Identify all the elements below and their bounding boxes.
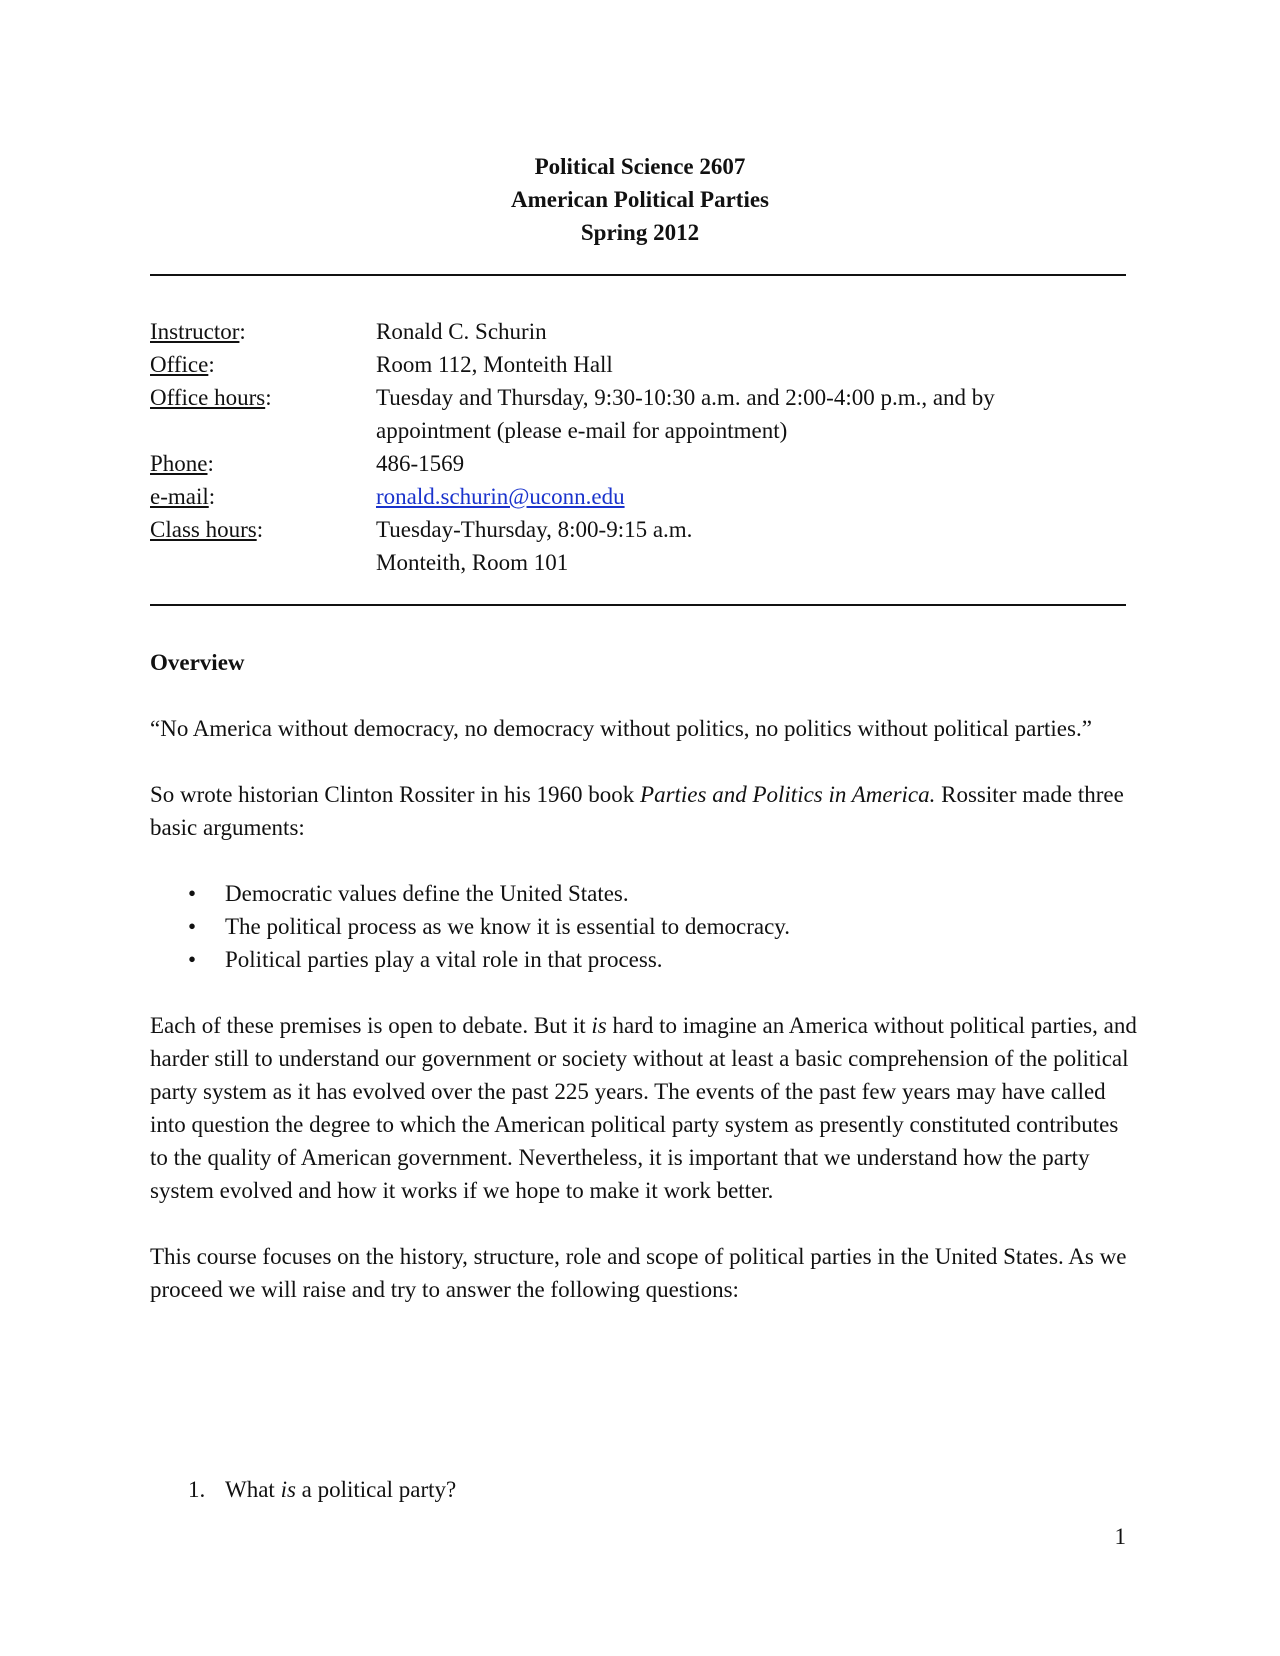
bullet-icon: •: [188, 914, 197, 939]
instructor-row: [150, 315, 1126, 348]
email-link[interactable]: ronald.schurin@uconn.edu: [376, 484, 625, 509]
course-header: [0, 150, 1280, 249]
office-hours-line-1: Tuesday and Thursday, 9:30-10:30 a.m. and 2:00-4:00 p.m., and by: [376, 385, 995, 410]
bottom-divider: [150, 604, 1126, 606]
instructor-value: Ronald C. Schurin: [376, 319, 547, 344]
overview-heading: Overview: [150, 650, 245, 675]
course-focus-paragraph: This course focuses on the history, structure, role and scope of political parties in the United States. As we proceed we will raise and try to answer the following questions:: [150, 1244, 1127, 1302]
questions-list: [150, 1473, 1140, 1506]
list-item: • Political parties play a vital role in that process.: [150, 943, 1140, 976]
class-hours-row: [150, 513, 1126, 579]
course-term: Spring 2012: [580, 220, 700, 245]
office-row: [150, 348, 1126, 381]
phone-label: Phone:: [150, 451, 214, 476]
office-hours-row: [150, 381, 1126, 447]
class-hours-label: Class hours:: [150, 517, 264, 542]
top-divider: [150, 274, 1126, 276]
list-item: • Democratic values define the United States.: [150, 877, 1140, 910]
phone-row: [150, 447, 1126, 480]
list-item: • The political process as we know it is essential to democracy.: [150, 910, 1140, 943]
instructor-label: Instructor:: [150, 319, 246, 344]
course-number: Political Science 2607: [534, 154, 746, 179]
email-label: e-mail:: [150, 484, 216, 509]
premises-paragraph: Each of these premises is open to debate. But it is hard to imagine an America without political parties, and harder still to understand our government or society without at least a basic comprehension of the political party system as it has evolved over the past 225 years. The events of the past few years may have called into question the degree to which the American political party system as presently constituted contributes to the quality of American government. Nevertheless, it is important that we understand how the party system evolved and how it works if we hope to make it work better.: [150, 1013, 1137, 1203]
book-title: Parties and Politics in America.: [640, 782, 936, 807]
overview-section: [150, 646, 1140, 1339]
class-hours-line-2: Monteith, Room 101: [376, 550, 569, 575]
rossiter-quote: “No America without democracy, no democracy without politics, no politics without political parties.”: [150, 716, 1092, 741]
office-hours-line-2: appointment (please e-mail for appointment): [376, 418, 788, 443]
page-number: 1: [1114, 1524, 1126, 1549]
email-row: [150, 480, 1126, 513]
bullet-icon: •: [188, 947, 197, 972]
bullet-icon: •: [188, 881, 197, 906]
office-hours-value: [376, 381, 1126, 447]
question-number: 1.: [188, 1477, 206, 1502]
class-hours-line-1: Tuesday-Thursday, 8:00-9:15 a.m.: [376, 517, 693, 542]
class-hours-value: [376, 513, 1126, 579]
question-item: 1. What is a political party?: [150, 1473, 1140, 1506]
office-value: Room 112, Monteith Hall: [376, 352, 613, 377]
office-hours-label: Office hours:: [150, 385, 272, 410]
phone-value: 486-1569: [376, 451, 465, 476]
course-title: American Political Parties: [510, 187, 770, 212]
arguments-list: [150, 877, 1140, 976]
course-info-table: [150, 315, 1126, 579]
intro-paragraph: So wrote historian Clinton Rossiter in his 1960 book Parties and Politics in America. Rossiter made three basic arguments:: [150, 782, 1124, 840]
office-label: Office:: [150, 352, 215, 377]
